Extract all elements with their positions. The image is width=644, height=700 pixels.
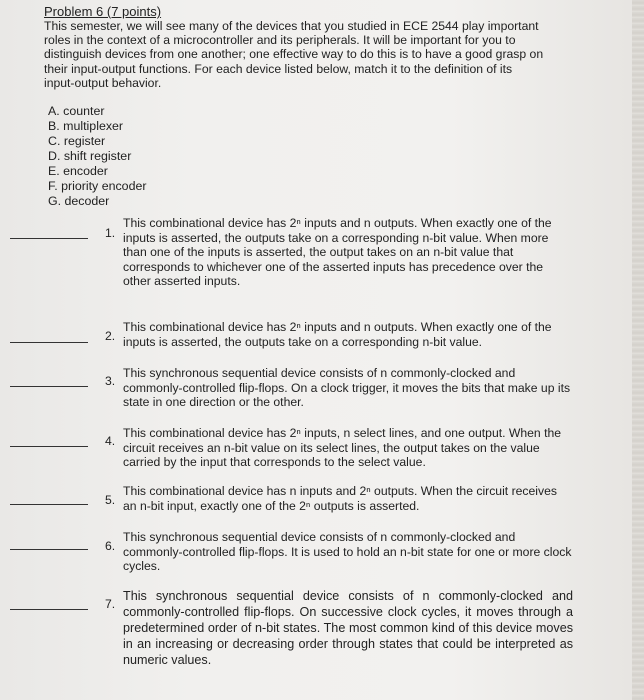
problem-number: 4. — [105, 434, 116, 448]
document-page — [44, 4, 624, 209]
problem-text: This synchronous sequential device consists of n commonly-clocked and commonly-controlled flip-flops. It is used to hold an n-bit state for one or more clock cycles. — [123, 530, 572, 573]
answer-blank[interactable] — [10, 609, 88, 610]
answer-blank[interactable] — [10, 549, 88, 550]
page-edge — [632, 0, 644, 700]
problem-number: 1. — [105, 226, 116, 240]
option-item: D. shift register — [48, 149, 132, 164]
problem-text: This combinational device has n inputs and 2ⁿ outputs. When the circuit receives an n-bit input, exactly one of the 2ⁿ outputs is asserted. — [123, 484, 557, 513]
answer-blank[interactable] — [10, 446, 88, 447]
option-item: C. register — [48, 134, 106, 149]
problem-text: This combinational device has 2ⁿ inputs and n outputs. When exactly one of the inputs is asserted, the outputs take on a corresponding n-bit value. When more than one of the inputs is asserted, the output takes on an n-bit value that corresponds to whichever one of the asserted inputs has precedence over the other asserted inputs. — [123, 216, 552, 288]
option-item: G. decoder — [48, 194, 110, 209]
device-options — [48, 104, 624, 209]
option-item: F. priority encoder — [48, 179, 147, 194]
problem-number: 2. — [105, 329, 116, 343]
problem-text: This synchronous sequential device consists of n commonly-clocked and commonly-controlled flip-flops. On a clock trigger, it moves the bits that make up its state in one direction or the other. — [123, 366, 571, 409]
problem-intro: This semester, we will see many of the devices that you studied in ECE 2544 play important roles in the context of a microcontroller and its peripherals. It will be important for you to distinguish devices from one another; one effective way to do this is to have a good grasp on their input-output functions. For each device listed below, match it to the definition of its input-output behavior. — [44, 19, 544, 90]
problem-text: This combinational device has 2ⁿ inputs, n select lines, and one output. When the circuit receives an n-bit value on its select lines, the output takes on the value carried by the input that corresponds to the select value. — [123, 426, 562, 469]
problem-number: 3. — [105, 374, 116, 388]
option-item: B. multiplexer — [48, 119, 124, 134]
answer-blank[interactable] — [10, 504, 88, 505]
problem-title: Problem 6 (7 points) — [44, 4, 162, 19]
answer-blank[interactable] — [10, 238, 88, 239]
problem-number: 5. — [105, 493, 116, 507]
option-item: A. counter — [48, 104, 105, 119]
problem-text: This combinational device has 2ⁿ inputs and n outputs. When exactly one of the inputs is asserted, the outputs take on a corresponding n-bit value. — [123, 320, 552, 349]
problem-text: This synchronous sequential device consists of n commonly-clocked and commonly-controlled flip-flops. On successive clock cycles, it moves through a predetermined order of n-bit states. The most common kind of this device moves in an increasing or decreasing order through states that could be interpreted as numeric values. — [123, 589, 573, 667]
answer-blank[interactable] — [10, 386, 88, 387]
option-item: E. encoder — [48, 164, 108, 179]
problem-number: 7. — [105, 597, 116, 611]
problem-number: 6. — [105, 539, 116, 553]
answer-blank[interactable] — [10, 342, 88, 343]
